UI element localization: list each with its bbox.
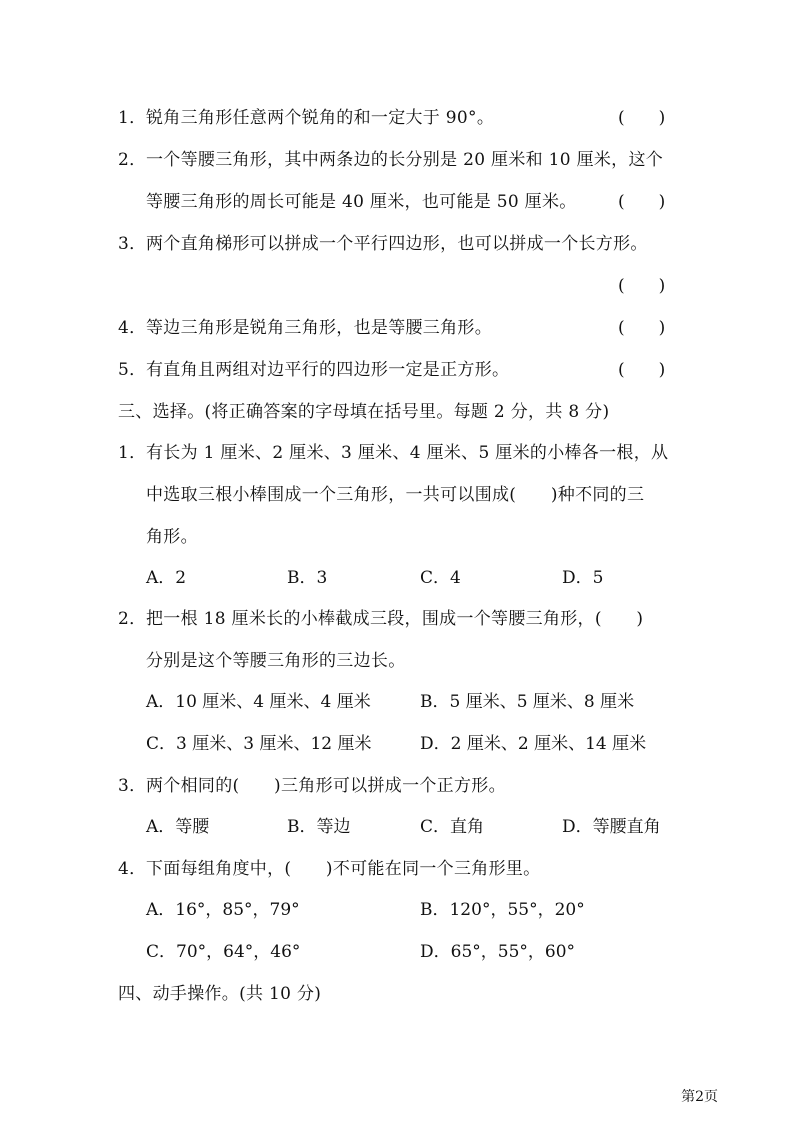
choice-q1-line3: 角形。	[146, 527, 198, 547]
answer-bracket[interactable]: ( )	[618, 318, 666, 338]
question-number: 3．	[118, 234, 147, 254]
answer-bracket[interactable]: ( )	[618, 276, 666, 296]
choice-q2	[118, 607, 643, 631]
section-title-choice: 三、选择。(将正确答案的字母填在括号里。每题 2 分，共 8 分)	[118, 402, 610, 422]
option-a[interactable]: A．2	[146, 568, 187, 588]
question-text: 锐角三角形任意两个锐角的和一定大于 90°。	[146, 108, 495, 128]
judge-q4	[118, 316, 492, 340]
judge-q3	[118, 232, 648, 256]
section-title-operation: 四、动手操作。(共 10 分)	[118, 984, 322, 1004]
judge-q1	[118, 106, 494, 130]
question-number: 1．	[118, 108, 147, 128]
option-c[interactable]: C．直角	[420, 817, 485, 837]
judge-q2	[118, 148, 663, 172]
question-text: 一个等腰三角形，其中两条边的长分别是 20 厘米和 10 厘米，这个	[146, 150, 664, 170]
choice-q4	[118, 857, 540, 881]
question-text: 两个相同的( )三角形可以拼成一个正方形。	[146, 776, 506, 796]
answer-bracket[interactable]: ( )	[618, 108, 666, 128]
option-d[interactable]: D．65°，55°，60°	[420, 942, 576, 962]
question-number: 3．	[118, 776, 147, 796]
answer-bracket[interactable]: ( )	[618, 360, 666, 380]
question-text: 把一根 18 厘米长的小棒截成三段，围成一个等腰三角形，( )	[146, 609, 644, 629]
judge-q5	[118, 358, 509, 382]
option-b[interactable]: B．120°，55°，20°	[420, 900, 585, 920]
option-b[interactable]: B．5 厘米、5 厘米、8 厘米	[420, 692, 635, 712]
question-text: 两个直角梯形可以拼成一个平行四边形，也可以拼成一个长方形。	[146, 234, 648, 254]
question-number: 2．	[118, 150, 147, 170]
option-a[interactable]: A．等腰	[146, 817, 210, 837]
choice-q3	[118, 774, 506, 798]
judge-q2-continued: 等腰三角形的周长可能是 40 厘米，也可能是 50 厘米。	[146, 192, 577, 212]
question-text: 有长为 1 厘米、2 厘米、3 厘米、4 厘米、5 厘米的小棒各一根，从	[146, 443, 669, 463]
question-text: 下面每组角度中，( )不可能在同一个三角形里。	[146, 859, 541, 879]
option-b[interactable]: B．等边	[287, 817, 351, 837]
question-number: 4．	[118, 859, 147, 879]
choice-q1-line2: 中选取三根小棒围成一个三角形，一共可以围成( )种不同的三	[146, 485, 645, 505]
option-c[interactable]: C．3 厘米、3 厘米、12 厘米	[146, 734, 372, 754]
question-text: 等边三角形是锐角三角形，也是等腰三角形。	[146, 318, 492, 338]
choice-q1	[118, 441, 668, 465]
question-number: 4．	[118, 318, 147, 338]
option-a[interactable]: A．10 厘米、4 厘米、4 厘米	[146, 692, 371, 712]
choice-q2-line2: 分别是这个等腰三角形的三边长。	[146, 651, 406, 671]
option-a[interactable]: A．16°，85°，79°	[146, 900, 300, 920]
option-c[interactable]: C．70°，64°，46°	[146, 942, 301, 962]
option-d[interactable]: D．5	[562, 568, 604, 588]
option-c[interactable]: C．4	[420, 568, 461, 588]
option-d[interactable]: D．2 厘米、2 厘米、14 厘米	[420, 734, 647, 754]
question-number: 5．	[118, 360, 147, 380]
answer-bracket[interactable]: ( )	[618, 192, 666, 212]
question-number: 1．	[118, 443, 147, 463]
option-d[interactable]: D．等腰直角	[562, 817, 661, 837]
page-number: 第2页	[681, 1089, 718, 1105]
question-number: 2．	[118, 609, 147, 629]
option-b[interactable]: B．3	[287, 568, 328, 588]
question-text: 有直角且两组对边平行的四边形一定是正方形。	[146, 360, 510, 380]
